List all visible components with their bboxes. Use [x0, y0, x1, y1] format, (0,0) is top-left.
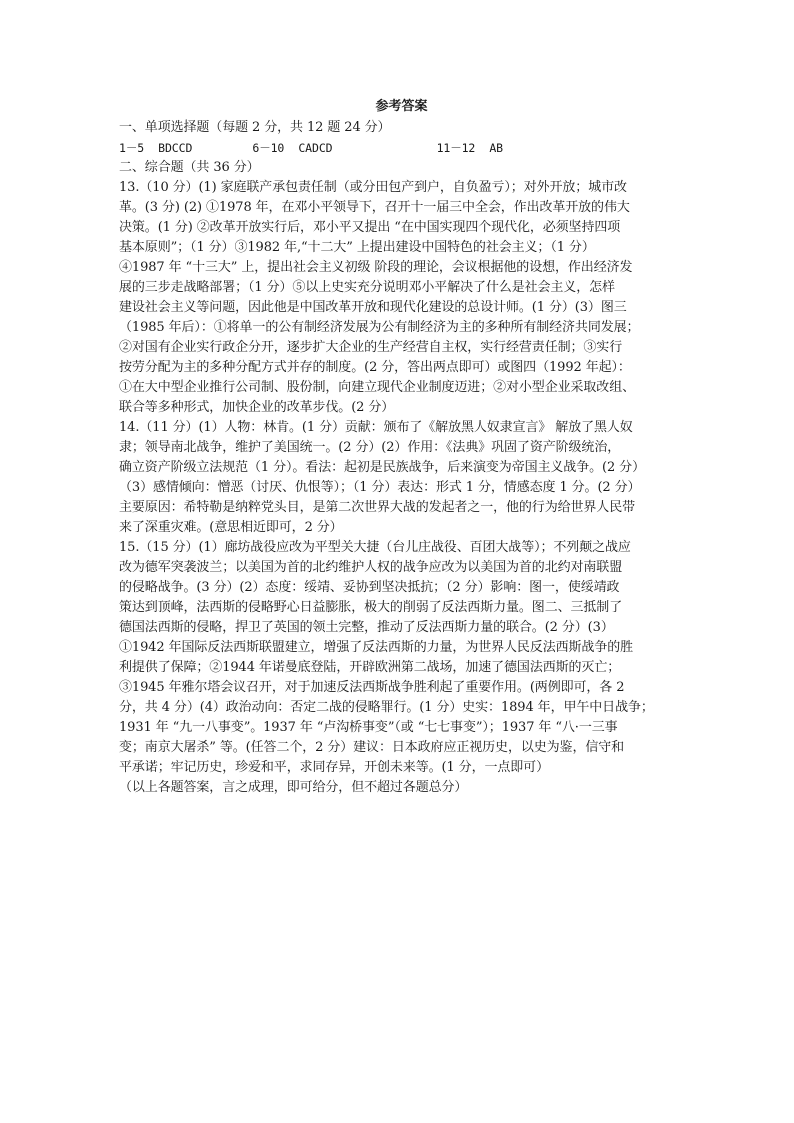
- answer-line: 按劳分配为主的多种分配方式并存的制度。(2 分，答出两点即可）或图四（1992 年起）：: [119, 360, 631, 375]
- answer-line: 变；南京大屠杀” 等。(任答二个，2 分）建议：日本政府应正视历史，以史为鉴，信守和: [119, 740, 625, 755]
- page-title: 参考答案: [375, 99, 428, 114]
- answer-line: 平承诺；牢记历史，珍爱和平，求同存异，开创未来等。(1 分，一点即可）: [119, 760, 549, 775]
- answer-line: ③1945 年雅尔塔会议召开，对于加速反法西斯战争胜利起了重要作用。(两例即可，各 2: [119, 680, 625, 695]
- answer-line: 展的三步走战略部署；（1 分）⑤以上史实充分说明邓小平解决了什么是社会主义，怎样: [119, 280, 615, 295]
- answer-line: 确立资产阶级立法规范（1 分）。看法：起初是民族战争，后来演变为帝国主义战争。(2 分）: [119, 460, 645, 475]
- answer-line: 革。(3 分) (2) ①1978 年，在邓小平领导下，召开十一届三中全会，作出改革开放的伟大: [119, 200, 630, 215]
- section-heading-comprehensive: 二、综合题（共 36 分）: [119, 160, 260, 175]
- answer-range-3: 11－12: [436, 141, 476, 155]
- answer-line: 利提供了保障；②1944 年诺曼底登陆，开辟欧洲第二战场，加速了德国法西斯的灭亡；: [119, 660, 621, 675]
- answer-line: ④1987 年 “十三大” 上，提出社会主义初级 阶段的理论，会议根据他的设想，作出经济发: [119, 260, 633, 275]
- answer-line: 基本原则”；（1 分）③1982 年,“十二大” 上提出建设中国特色的社会主义；（1 分）: [119, 240, 595, 255]
- answer-line: 决策。(1 分) ②改革开放实行后，邓小平又提出 “在中国实现四个现代化，必须坚持四项: [119, 220, 621, 235]
- answer-line: 来了深重灾难。(意思相近即可，2 分）: [119, 520, 343, 535]
- answer-line: 1931 年 “九一八事变”。1937 年 “卢沟桥事变”（或 “七七事变”）；1937 年 “八·一三事: [119, 720, 618, 735]
- answer-line: 分，共 4 分）(4）政治动向：否定二战的侵略罪行。(1 分）史实：1894 年，甲午中日战争；: [119, 700, 654, 715]
- answer-line: 德国法西斯的侵略，捍卫了英国的领土完整，推动了反法西斯力量的联合。(2 分）(3）: [119, 620, 614, 635]
- answer-range-2: 6－10: [252, 141, 285, 155]
- answer-line: 的侵略战争。(3 分）(2）态度：绥靖、妥协到坚决抵抗；（2 分）影响：图一，使绥靖政: [119, 580, 620, 595]
- answer-value-1: BDCCD: [158, 141, 193, 155]
- answer-line: 隶；领导南北战争，维护了美国统一。(2 分）(2）作用：《法典》巩固了资产阶级统治，: [119, 440, 621, 455]
- answer-value-2: CADCD: [298, 141, 333, 155]
- answer-line: ②对国有企业实行政企分开，逐步扩大企业的生产经营自主权，实行经营责任制；③实行: [119, 340, 623, 355]
- answer-line: （1985 年后）：①将单一的公有制经济发展为公有制经济为主的多种所有制经济共同发展；: [119, 320, 640, 335]
- answer-line: 主要原因：希特勒是纳粹党头目，是第二次世界大战的发起者之一，他的行为给世界人民带: [119, 500, 636, 515]
- grading-note: （以上各题答案，言之成理，即可给分，但不超过各题总分）: [119, 780, 468, 795]
- answer-line: ①1942 年国际反法西斯联盟建立，增强了反法西斯的力量，为世界人民反法西斯战争的胜: [119, 640, 634, 655]
- multiple-choice-answers: [119, 138, 684, 158]
- answer-range-1: 1－5: [119, 141, 145, 155]
- answer-value-3: AB: [489, 141, 504, 155]
- answer-line: 建设社会主义等问题，因此他是中国改革开放和现代化建设的总设计师。(1 分）(3）图三: [119, 300, 627, 315]
- answer-document: [119, 96, 684, 798]
- answer-line: 策达到顶峰，法西斯的侵略野心日益膨胀，极大的削弱了反法西斯力量。图二、三抵制了: [119, 600, 623, 615]
- answer-line: 13.（10 分）(1) 家庭联产承包责任制（或分田包产到户，自负盈亏）；对外开放；城市改: [119, 180, 627, 195]
- answer-line: 联合等多种形式，加快企业的改革步伐。(2 分）: [119, 400, 395, 415]
- section-heading-multiple-choice: 一、单项选择题（每题 2 分，共 12 题 24 分）: [119, 120, 391, 135]
- answer-line: ①在大中型企业推行公司制、股份制，向建立现代企业制度迈进；②对小型企业采取改组、: [119, 380, 636, 395]
- answer-line: 改为德军突袭波兰；以美国为首的北约维护人权的战争应改为以美国为首的北约对南联盟: [119, 560, 623, 575]
- answer-line: 15.（15 分）(1）廊坊战役应改为平型关大捷（台儿庄战役、百团大战等）；不列颠之战应: [119, 540, 631, 555]
- answer-line: 14.（11 分）(1）人物：林肯。(1 分）贡献：颁布了《解放黑人奴隶宣言》 解放了黑人奴: [119, 420, 633, 435]
- answer-line: （3）感情倾向：憎恶（讨厌、仇恨等）；（1 分）表达：形式 1 分，情感态度 1 分。(2 分）: [119, 480, 641, 495]
